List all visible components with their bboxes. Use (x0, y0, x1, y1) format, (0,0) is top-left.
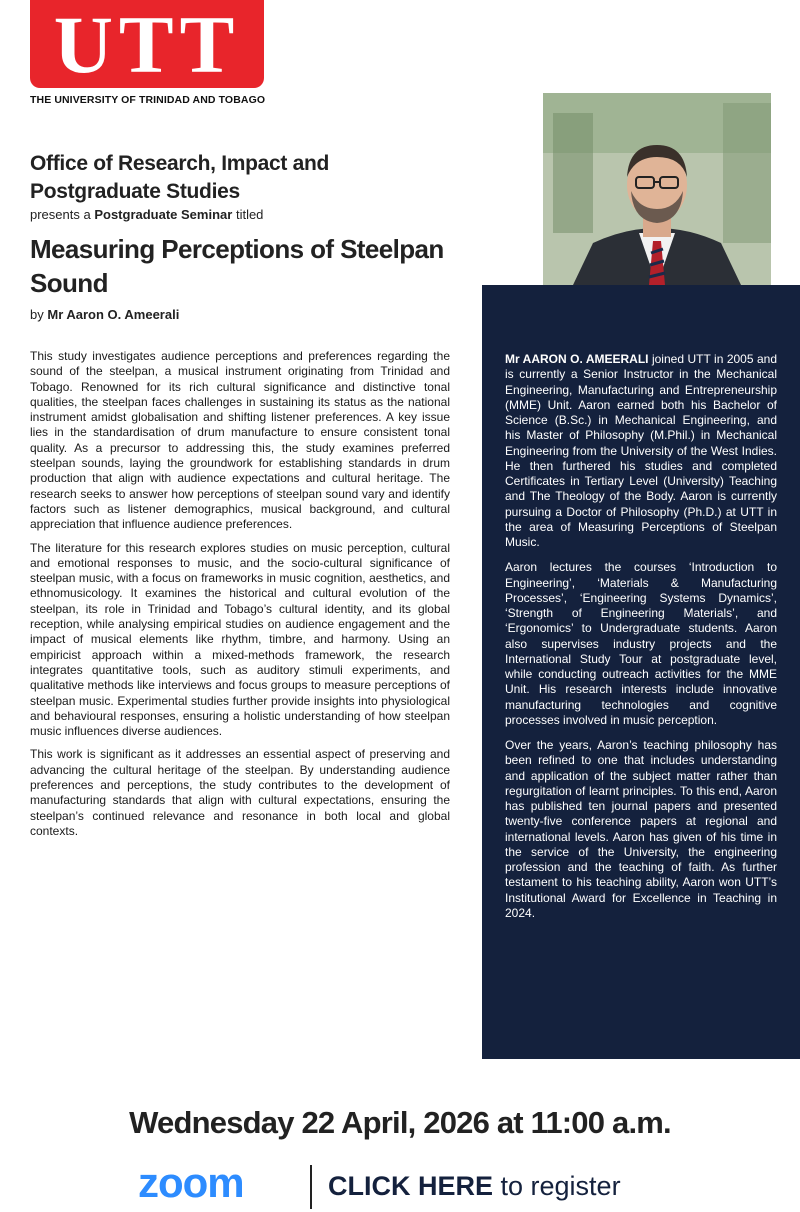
university-name: THE UNIVERSITY OF TRINIDAD AND TOBAGO (30, 94, 266, 106)
presents-line: presents a Postgraduate Seminar titled (30, 207, 264, 222)
logo-mark: UTT (53, 0, 241, 90)
bio-paragraph-2: Aaron lectures the courses ‘Introduction to Engineering’, ‘Materials & Manufacturing Processes’, ‘Engineering Systems Dynamics’, ‘Strength of Engineering Materials’, and ‘Ergonomics’ to Undergraduate students. Aaron also supervises industry projects and the International Study Tour at postgraduate level, while conducting outreach activities for the MME Unit. His research interests include innovative manufacturing technologies and cognitive processes involved in music perception. (505, 560, 777, 727)
presenter-photo (543, 93, 771, 285)
bio-paragraph-3: Over the years, Aaron’s teaching philosophy has been refined to one that includes understanding and application of the subject matter rather than regurgitation of learnt principles. To this end, Aaron has published ten journal papers and presented twenty-five conference papers at regional and international levels. Aaron has given of his time in the service of the University, the engineering profession and the teaching of faith. As further testament to his teaching ability, Aaron won UTT’s Institutional Award for Excellence in Teaching in 2024. (505, 738, 777, 920)
zoom-logo[interactable]: zoom (138, 1159, 244, 1206)
abstract-paragraph: This work is significant as it addresses an essential aspect of preserving and advancing the cultural heritage of the steelpan. By understanding audience preferences and perceptions, the study contributes to the development of manufacturing standards that align with cultural expectations, ensuring the steelpan’s continued relevance and resonance in both local and global contexts. (30, 747, 450, 838)
footer-divider (310, 1165, 312, 1209)
abstract-paragraph: This study investigates audience perceptions and preferences regarding the sound of the steelpan, a musical instrument originating from Trinidad and Tobago. Renowned for its rich cultural significance and distinctive tonal qualities, the steelpan faces challenges in sustaining its status as the national instrument amidst globalisation and shifting listener preferences. A key issue lies in the standardisation of drum manufacture to ensure consistent tonal quality. As a precursor to addressing this, the study examines preferred steelpan sounds, laying the groundwork for establishing standards in drum production that align with audience expectations and cultural heritage. The research seeks to answer how perceptions of steelpan sound vary and identify factors such as listener demographics, musical background, and cultural appreciation that influence audience preferences. (30, 349, 450, 532)
abstract-paragraph: The literature for this research explores studies on music perception, cultural and emotional responses to music, and the socio-cultural significance of steelpan music, with a focus on frameworks in music cognition, aesthetics, and ethnomusicology. It examines the historical and cultural evolution of the steelpan, its role in Trinidad and Tobago’s cultural identity, and its global reception, while analysing empirical studies on audience engagement and the impact of musical elements like rhythm, timbre, and harmony. Using an empiricist approach within a mixed-methods framework, the research integrates quantitative tools, such as auditory stimuli experiments, and qualitative methods like interviews and focus groups to measure perceptions of steelpan music. Experimental studies further provide insights into physiological and behavioural responses, ensuring a holistic understanding of how steelpan music influences diverse audiences. (30, 540, 450, 739)
presenter-portrait-image (543, 93, 771, 285)
bio-name: Mr AARON O. AMEERALI (505, 352, 649, 366)
byline: by Mr Aaron O. Ameerali (30, 307, 180, 322)
register-link[interactable]: CLICK HERE to register (328, 1171, 621, 1201)
bio-paragraph-1: Mr AARON O. AMEERALI joined UTT in 2005 and is currently a Senior Instructor in the Mechanical Engineering, Manufacturing and Entrepreneurship (MME) Unit. Aaron earned both his Bachelor of Science (B.Sc.) in Mechanical Engineering, and his Master of Philosophy (M.Phil.) in Mechanical Engineering from the University of the West Indies. He then furthered his studies and completed Certificates in Tertiary Level (University) Teaching and The Theology of the Body. Aaron is currently pursuing a Doctor of Philosophy (Ph.D.) at UTT in the area of Measuring Perceptions of Steelpan Music. (505, 352, 778, 549)
seminar-title: Measuring Perceptions of Steelpan Sound (30, 234, 444, 298)
presenter-name: Mr Aaron O. Ameerali (47, 307, 180, 322)
presenter-bio (505, 352, 777, 931)
utt-logo (30, 0, 264, 88)
seminar-abstract (30, 349, 450, 847)
event-datetime: Wednesday 22 April, 2026 at 11:00 a.m. (129, 1105, 671, 1140)
office-title: Office of Research, Impact and Postgraduate Studies (30, 152, 330, 203)
